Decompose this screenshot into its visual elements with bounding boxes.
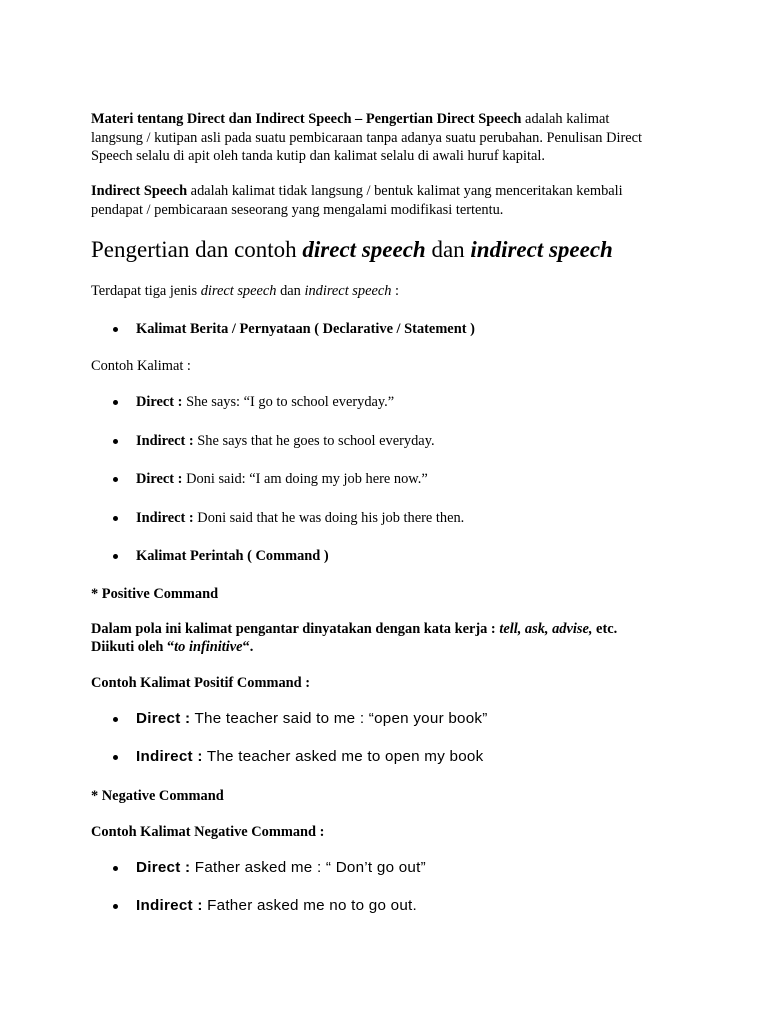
rule-line2-part2: “. (242, 639, 254, 655)
intro-p2-line2: pendapat / pembicaraan seseorang yang mengalami modifikasi tertentu. (91, 201, 504, 218)
rule-part1: Dalam pola ini kalimat pengantar dinyatakan dengan kata kerja : (91, 621, 500, 637)
example-label-indirect: Indirect : (136, 897, 203, 914)
example-text: The teacher said to me : “open your book” (190, 710, 488, 727)
example-text: She says: “I go to school everyday.” (182, 394, 395, 410)
bullet-dot (113, 327, 118, 332)
bullet-dot (113, 717, 118, 722)
intro-p1-line3: Speech selalu di apit oleh tanda kutip dan kalimat selalu di awali huruf kapital. (91, 148, 545, 164)
example-text: Father asked me no to go out. (202, 897, 417, 914)
intro-p1-line1-rest: adalah kalimat (521, 111, 610, 127)
example-label-direct: Direct : (136, 394, 183, 410)
declarative-label: Kalimat Berita / Pernyataan ( Declarative / Statement ) (136, 321, 475, 337)
example-label-direct: Direct : (136, 710, 191, 727)
positive-command-heading: * Positive Command (91, 586, 219, 602)
intro-title-bold: Materi tentang Direct dan Indirect Speech – Pengertian Direct Speech (91, 111, 522, 127)
example-text: She says that he goes to school everyday. (193, 433, 435, 449)
bullet-dot (113, 755, 118, 760)
heading-part1: Pengertian dan contoh (91, 237, 303, 262)
rule-to-infinitive: to infinitive (174, 639, 243, 655)
types-intro (91, 282, 399, 300)
bullet-dot (113, 400, 118, 405)
example-text: Doni said: “I am doing my job here now.” (182, 471, 428, 487)
example-text: The teacher asked me to open my book (202, 748, 484, 765)
rule-line2-part1: Diikuti oleh “ (91, 639, 175, 655)
example-label-indirect: Indirect : (136, 433, 194, 449)
types-intro-part2: dan (276, 283, 305, 299)
example-label-declarative: Contoh Kalimat : (91, 358, 191, 374)
bullet-dot (113, 439, 118, 444)
bullet-dot (113, 516, 118, 521)
heading-em-indirect: indirect speech (470, 237, 613, 262)
types-intro-part1: Terdapat tiga jenis (91, 283, 201, 299)
intro-paragraph-direct (91, 110, 681, 166)
example-label-direct: Direct : (136, 859, 191, 876)
bullet-dot (113, 866, 118, 871)
command-label: Kalimat Perintah ( Command ) (136, 548, 329, 564)
example-label-direct: Direct : (136, 471, 183, 487)
bullet-dot (113, 477, 118, 482)
rule-part2: etc. (592, 621, 618, 637)
bullet-dot (113, 554, 118, 559)
example-label-indirect: Indirect : (136, 510, 194, 526)
example-text: Doni said that he was doing his job there then. (193, 510, 465, 526)
intro-p2-line1-rest: adalah kalimat tidak langsung / bentuk kalimat yang menceritakan kembali (187, 183, 623, 199)
heading-em-direct: direct speech (302, 237, 426, 262)
types-intro-em2: indirect speech (304, 283, 392, 299)
section-heading (91, 235, 613, 265)
negative-command-heading: * Negative Command (91, 788, 224, 804)
example-label-indirect: Indirect : (136, 748, 203, 765)
heading-part2: dan (425, 237, 471, 262)
indirect-speech-term: Indirect Speech (91, 183, 188, 199)
intro-paragraph-indirect (91, 182, 681, 219)
types-intro-em1: direct speech (200, 283, 277, 299)
example-label-negative: Contoh Kalimat Negative Command : (91, 824, 325, 840)
bullet-dot (113, 904, 118, 909)
example-label-positive: Contoh Kalimat Positif Command : (91, 675, 311, 691)
positive-command-rule (91, 620, 617, 656)
example-text: Father asked me : “ Don’t go out” (190, 859, 426, 876)
rule-verbs: tell, ask, advise, (499, 621, 593, 637)
types-intro-part3: : (391, 283, 400, 299)
intro-p1-line2: langsung / kutipan asli pada suatu pembicaraan tanpa adanya suatu perubahan. Penulisan Direct (91, 129, 643, 146)
